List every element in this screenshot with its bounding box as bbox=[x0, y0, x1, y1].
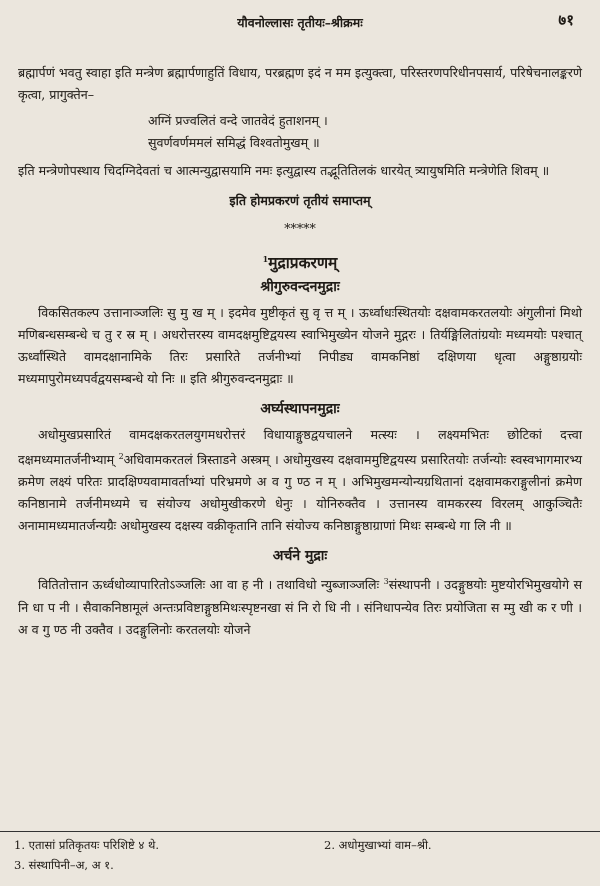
footnote-2: 2. अधोमुखाभ्यां वाम–श्री. bbox=[324, 838, 432, 852]
page-number: ७१ bbox=[558, 11, 574, 29]
footnote-marker-3: 3 bbox=[383, 577, 389, 587]
section-title bbox=[18, 248, 582, 274]
subtitle-archane: अर्चने मुद्राः bbox=[272, 548, 328, 565]
section-title-text: मुद्राप्रकरणम् bbox=[268, 253, 338, 273]
verse-line-2: सुवर्णवर्णममलं समिद्धं विश्वतोमुखम् ॥ bbox=[148, 135, 320, 150]
section-footnote-marker: 1 bbox=[262, 254, 269, 264]
footnote-3: 3. संस्थापिनी–अ, अ १. bbox=[14, 858, 114, 872]
paragraph-upasthana: इति मन्त्रेणोपस्थाय चिदग्निदेवतां च आत्मन्युद्वासयामि नमः इत्युद्वास्य तद्भूतितिलकं धारयेत् त्र्यायुषमिति मन्त्रेणेति शिवम् ॥ bbox=[18, 163, 550, 178]
subtitle-guruvandana: श्रीगुरुवन्दनमुद्राः bbox=[260, 279, 340, 296]
verse-line-1: अग्निं प्रज्वलितं वन्दे जातवेदं हुताशनम् । bbox=[148, 113, 328, 128]
paragraph-guruvandana: विकसितकल्प उत्तानाञ्जलिः सु मु ख म् । इदमेव मुष्टीकृतं सु वृ त्त म् । ऊर्ध्वाधःस्थितयोः दक्षवामकरतलयोः अंगुलीनां मिथो मणिबन्धसम्बन्धे च तु र स्र म् । अधरोत्तरस्य वामदक्षमुष्टिद्वयस्य स्वाभिमुख्येन योजने मुद्गरः । तिर्यङ्मिलितांग्रयोः मध्यमयोः पश्चात् ऊर्ध्वांस्थिते वामदक्षानामिके तिरः प्रसारिते तर्जनीभ्यां निपीड्य वामकनिष्ठां दक्षिणया धृत्वा अङ्गुष्ठाग्रयोः मध्यमापुरोमध्यपर्वद्वयसम्बन्धे यो निः ॥ इति श्रीगुरुवन्दनमुद्राः ॥ bbox=[18, 305, 582, 387]
separator-stars: ***** bbox=[284, 221, 316, 236]
running-title: यौवनोल्लासः तृतीयः–श्रीक्रमः bbox=[237, 15, 363, 30]
paragraph-homa-end: ब्रह्मार्पणं भवतु स्वाहा इति मन्त्रेण ब्रह्मार्पणाहुतिं विधाय, परब्रह्मण इदं न मम इत्युक्त्वा, परिस्तरणपरिधीनपसार्य, परिषेचनालङ्करणे कृत्वा, प्रागुक्तेन– bbox=[18, 65, 582, 102]
body-text bbox=[18, 62, 582, 641]
subtitle-arghya: अर्घ्यस्थापनमुद्राः bbox=[260, 401, 340, 418]
footnote-marker-2: 2 bbox=[118, 452, 124, 462]
footnotes bbox=[14, 835, 586, 875]
colophon: इति होमप्रकरणं तृतीयं समाप्तम् bbox=[229, 193, 371, 208]
paragraph-archane: वितितोत्तान ऊर्ध्वधोव्यापारितोऽञ्जलिः आ वा ह नी । तथाविधो न्युब्जाञ्जलिः $^3$संस्थापनी । उदङ्गुष्ठयोः मुष्टयोरभिमुखयोगे स नि धा प नी । सैवाकनिष्ठामूलं अन्तःप्रविष्टाङ्गुष्ठमिथःस्पृष्टनखा सं नि रो धि नी । संनिधापन्येव तिरः प्रयोजिता स म्मु खी क र णी । अ व गु ण्ठ नी उक्तैव । उदङ्गुलिनोः करतलयोः योजने bbox=[18, 577, 583, 637]
paragraph-arghya: अधोमुखप्रसारितं वामदक्षकरतलयुगमधरोत्तरं विधायाङ्गुष्ठद्वयचालने मत्स्यः । लक्ष्यमभितः छोटिकां दत्त्वा दक्षमध्यमातर्जनीभ्याम् $^2$अधिवामकरतलं त्रिस्ताडने अस्त्रम् । अधोमुखस्य दक्षवाममुष्टिद्वयस्य प्रसारितयोः तर्जन्योः स्वस्वभागमारभ्य क्रमेण लक्ष्यं परितः प्रादक्षिण्यवामावर्ताभ्यां परिभ्रमणे अ व गु ण्ठ न म् । अभिमुखमन्योन्यग्रथितानां दक्षवामकराङ्गुलीनां क्रमेण कनिष्ठानामे तर्जनीमध्यमे च संयोज्य अधोमुखीकरणे धेनुः । योनिरुक्तैव । उत्तानस्य वामकरस्य विरलम् आकुञ्चितैः अनामामध्यमातर्जन्यग्रैः अधोमुखस्य दक्षस्य वक्रीकृतानि तानि संयोज्य कनिष्ठाङ्गुष्ठाग्राणां मिथः सम्बन्धे गा लि नी ॥ bbox=[18, 427, 582, 534]
footnote-divider bbox=[0, 831, 600, 832]
footnote-1: 1. एतासां प्रतिकृतयः परिशिष्टे ४ थे. bbox=[14, 838, 160, 852]
